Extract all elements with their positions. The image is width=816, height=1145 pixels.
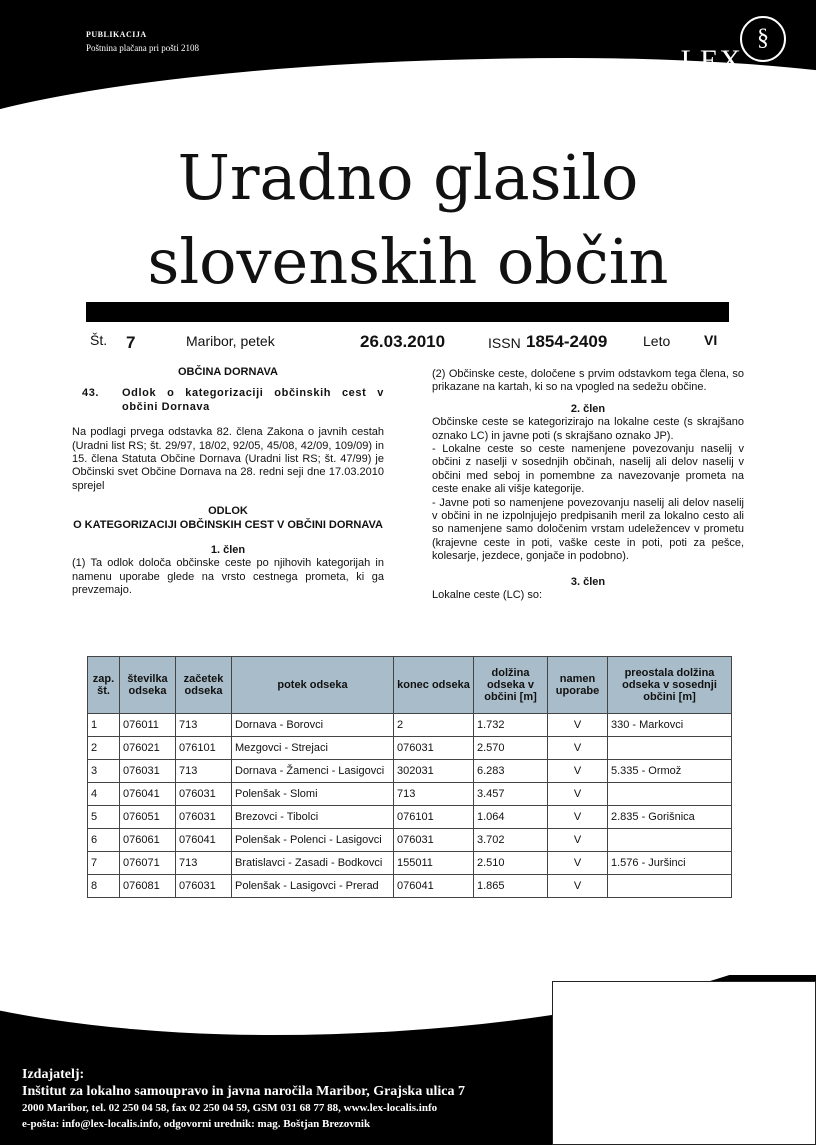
act-number: 43. xyxy=(82,387,100,400)
paragraph-seal-icon: § xyxy=(740,16,786,62)
table-cell: V xyxy=(548,875,608,898)
table-cell: 076041 xyxy=(394,875,474,898)
intro-paragraph: Na podlagi prvega odstavka 82. člena Zakona o javnih cestah (Uradni list RS; št. 29/97, 18/02, 92/05, 45/08, 42/09, 109/09) in 15. člena Statuta Občine Dornava (Uradni list RS; št. 47/99) je Občinski svet Občine Dornava na 28. redni seji dne 17.03.2010 sprejel xyxy=(72,426,384,492)
table-cell: 6.283 xyxy=(474,760,548,783)
act-heading xyxy=(72,387,384,414)
article-3-text: Lokalne ceste (LC) so: xyxy=(432,589,543,602)
table-cell: 713 xyxy=(176,852,232,875)
table-row xyxy=(88,737,732,760)
table-cell: 076031 xyxy=(120,760,176,783)
right-column xyxy=(432,368,744,603)
article-2-bullet-1: - Lokalne ceste so ceste namenjene povezovanju naselij v občini z naselji v sosednjih občinah, naselij ali delov naselij v občini med seboj in pomembne za navezovanje prometa na ceste enake ali višje kategorije. xyxy=(432,443,744,496)
table-cell: 1.064 xyxy=(474,806,548,829)
column-header: namen uporabe xyxy=(548,657,608,714)
table-cell: 3.457 xyxy=(474,783,548,806)
table-cell: 155011 xyxy=(394,852,474,875)
table-cell: 076031 xyxy=(394,829,474,852)
table-cell: 076061 xyxy=(120,829,176,852)
article-3-heading: 3. člen xyxy=(570,575,606,588)
table-cell: 2.510 xyxy=(474,852,548,875)
table-cell: 076031 xyxy=(176,783,232,806)
table-cell: Polenšak - Lasigovci - Prerad xyxy=(232,875,394,898)
table-cell: Mezgovci - Strejaci xyxy=(232,737,394,760)
table-cell: V xyxy=(548,783,608,806)
local-roads-table xyxy=(87,656,732,898)
table-cell: 4 xyxy=(88,783,120,806)
table-cell: 1.865 xyxy=(474,875,548,898)
table-cell: 2.835 - Gorišnica xyxy=(608,806,732,829)
publisher-institution: Inštitut za lokalno samoupravo in javna naročila Maribor, Grajska ulica 7 xyxy=(22,1084,465,1099)
odlok-subheading: O KATEGORIZACIJI OBČINSKIH CEST V OBČINI DORNAVA xyxy=(73,518,383,531)
table-cell: 076031 xyxy=(176,806,232,829)
table-cell: 3.702 xyxy=(474,829,548,852)
title-divider-bar xyxy=(86,302,729,322)
table-cell: 076071 xyxy=(120,852,176,875)
table-cell: 5.335 - Ormož xyxy=(608,760,732,783)
table-cell: 076101 xyxy=(394,806,474,829)
publisher-info xyxy=(22,1066,465,1132)
table-cell: V xyxy=(548,829,608,852)
table-cell xyxy=(608,783,732,806)
table-cell: 076081 xyxy=(120,875,176,898)
publisher-email-editor: e-pošta: info@lex-localis.info, odgovorni urednik: mag. Boštjan Brezovnik xyxy=(22,1118,371,1130)
article-1-paragraph-2: (2) Občinske ceste, določene s prvim odstavkom tega člena, so prikazane na kartah, ki so na vpogled na sedežu občine. xyxy=(432,368,744,394)
table-cell: 330 - Markovci xyxy=(608,714,732,737)
table-row xyxy=(88,852,732,875)
publication-label: PUBLIKACIJA xyxy=(86,30,147,39)
title-line2: slovenskih občin xyxy=(147,225,669,298)
postage-note: Poštnina plačana pri pošti 2108 xyxy=(86,43,199,53)
table-row xyxy=(88,714,732,737)
table-cell: 1.732 xyxy=(474,714,548,737)
table-cell: V xyxy=(548,806,608,829)
table-cell: 1 xyxy=(88,714,120,737)
article-2-bullet-2: - Javne poti so namenjene povezovanju naselij ali delov naselij v občini in ne izpolnjujejo predpisanih meril za lokalno cesto ali so namenjene samo določenim vrstam udeležencev v prometu (krajevne ceste in poti, vaške ceste in poti, poti za pešce, kolesarje, jezdece, gonjače in podobno). xyxy=(432,496,744,563)
article-2-heading: 2. člen xyxy=(570,402,606,415)
left-column xyxy=(72,366,384,598)
table-cell: 076041 xyxy=(176,829,232,852)
municipality-heading: OBČINA DORNAVA xyxy=(177,366,278,378)
table-cell: Dornava - Žamenci - Lasigovci xyxy=(232,760,394,783)
header-band xyxy=(0,0,816,130)
table-cell: 2.570 xyxy=(474,737,548,760)
act-title: Odlok o kategorizaciji občinskih cest v občini Dornava xyxy=(122,387,384,413)
issue-info-row xyxy=(0,330,816,356)
issue-number: 7 xyxy=(126,333,136,352)
table-row xyxy=(88,829,732,852)
table-cell: 7 xyxy=(88,852,120,875)
table-cell xyxy=(608,829,732,852)
article-1-heading: 1. člen xyxy=(210,544,246,557)
table-cell: 5 xyxy=(88,806,120,829)
article-2-text: Občinske ceste se kategorizirajo na lokalne ceste (s skrajšano oznako LC) in javne poti (s skrajšano oznako JP). xyxy=(432,416,744,442)
table-cell: 076011 xyxy=(120,714,176,737)
table-row xyxy=(88,806,732,829)
logo-text-line2: LOCALIS xyxy=(656,76,790,109)
title-line1: Uradno glasilo xyxy=(177,141,639,214)
table-cell: Polenšak - Polenci - Lasigovci xyxy=(232,829,394,852)
table-cell: Polenšak - Slomi xyxy=(232,783,394,806)
issue-number-label: Št. xyxy=(90,332,108,348)
table-cell: Dornava - Borovci xyxy=(232,714,394,737)
column-header: zap. št. xyxy=(88,657,120,714)
table-cell: 076101 xyxy=(176,737,232,760)
issn-number: 1854-2409 xyxy=(526,332,608,351)
year-value: VI xyxy=(704,332,718,348)
table-cell: 076041 xyxy=(120,783,176,806)
table-cell: 076031 xyxy=(176,875,232,898)
column-header: konec odseka xyxy=(394,657,474,714)
issn-label: ISSN xyxy=(488,335,521,351)
table-cell: 713 xyxy=(176,760,232,783)
table-cell: Brezovci - Tibolci xyxy=(232,806,394,829)
table-cell: 8 xyxy=(88,875,120,898)
table-cell: 713 xyxy=(394,783,474,806)
table-cell: V xyxy=(548,852,608,875)
issue-date: 26.03.2010 xyxy=(360,332,446,351)
table-cell: V xyxy=(548,737,608,760)
table-row xyxy=(88,783,732,806)
table-cell: 076021 xyxy=(120,737,176,760)
column-header: potek odseka xyxy=(232,657,394,714)
table-row xyxy=(88,760,732,783)
issue-city-day: Maribor, petek xyxy=(186,333,275,349)
lex-localis-logo xyxy=(656,14,790,109)
gazette-title xyxy=(0,136,816,304)
table-cell: 3 xyxy=(88,760,120,783)
table-row xyxy=(88,875,732,898)
publisher-label: Izdajatelj: xyxy=(22,1067,85,1082)
table-cell: V xyxy=(548,760,608,783)
table-header-row xyxy=(88,657,732,714)
column-header: dolžina odseka v občini [m] xyxy=(474,657,548,714)
table-cell: 713 xyxy=(176,714,232,737)
table-cell: 1.576 - Juršinci xyxy=(608,852,732,875)
publication-info xyxy=(86,30,199,53)
odlok-heading: ODLOK xyxy=(208,505,248,518)
column-header: preostala dolžina odseka v sosednji občini [m] xyxy=(608,657,732,714)
article-1-text: (1) Ta odlok določa občinske ceste po njihovih kategorijah in namenu uporabe glede na vrsto cestnega prometa, ki ga prevzemajo. xyxy=(72,557,384,597)
table-cell: 076051 xyxy=(120,806,176,829)
table-cell: 6 xyxy=(88,829,120,852)
table-cell: 302031 xyxy=(394,760,474,783)
column-header: številka odseka xyxy=(120,657,176,714)
table-cell xyxy=(608,737,732,760)
table-cell: V xyxy=(548,714,608,737)
address-stamp-box xyxy=(552,981,816,1145)
table-cell: 076031 xyxy=(394,737,474,760)
column-header: začetek odseka xyxy=(176,657,232,714)
table-cell: 2 xyxy=(88,737,120,760)
table-cell: Bratislavci - Zasadi - Bodkovci xyxy=(232,852,394,875)
year-label: Leto xyxy=(643,333,671,349)
table-cell: 2 xyxy=(394,714,474,737)
logo-text-line1: LEX xyxy=(680,44,742,77)
table-cell xyxy=(608,875,732,898)
publisher-contacts: 2000 Maribor, tel. 02 250 04 58, fax 02 250 04 59, GSM 031 68 77 88, www.lex-localis.info xyxy=(22,1102,438,1114)
